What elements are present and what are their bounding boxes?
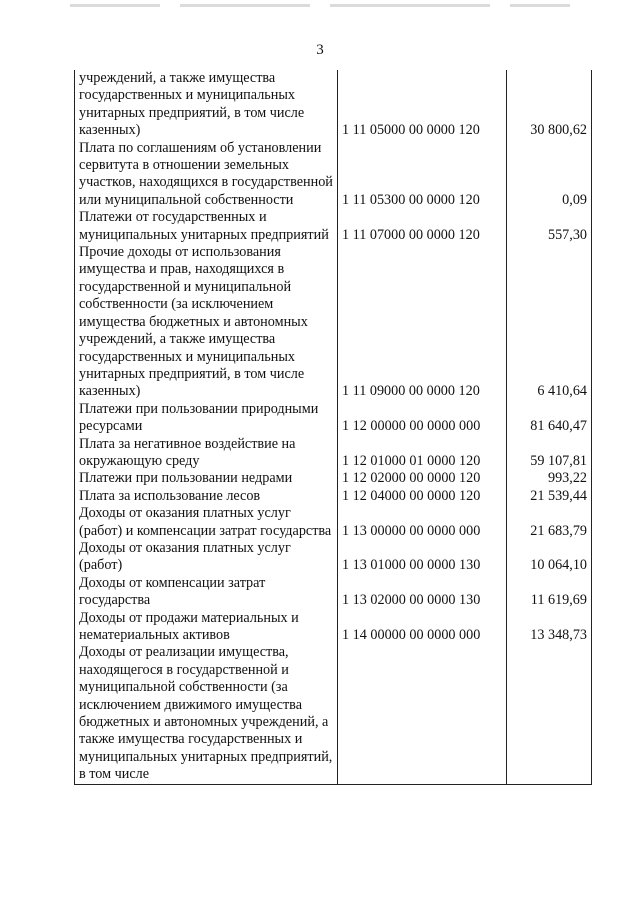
scan-artifact [180, 4, 310, 7]
table-row [75, 488, 592, 505]
row-name-cell: учреждений, а также имущества государственных и муниципальных унитарных предприятий, в том числе казенных) [75, 70, 338, 140]
row-sum-cell: 10 064,10 [507, 540, 592, 575]
scan-artifact [70, 4, 160, 7]
row-sum-cell: 81 640,47 [507, 401, 592, 436]
row-sum-cell: 6 410,64 [507, 244, 592, 401]
row-sum-cell: 21 683,79 [507, 505, 592, 540]
row-code-cell: 1 13 01000 00 0000 130 [338, 540, 507, 575]
row-code-cell: 1 13 00000 00 0000 000 [338, 505, 507, 540]
row-name-cell: Плата по соглашениям об установлении сервитута в отношении земельных участков, находящихся в государственной или муниципальной собственности [75, 140, 338, 210]
revenue-table-body [75, 70, 592, 784]
row-code-cell: 1 11 07000 00 0000 120 [338, 209, 507, 244]
table-row [75, 244, 592, 401]
row-sum-cell: 59 107,81 [507, 436, 592, 471]
row-code-cell [338, 644, 507, 784]
row-name-cell: Платежи при пользовании недрами [75, 470, 338, 487]
table-row [75, 540, 592, 575]
row-code-cell: 1 14 00000 00 0000 000 [338, 610, 507, 645]
row-sum-cell: 21 539,44 [507, 488, 592, 505]
row-code-cell: 1 12 01000 01 0000 120 [338, 436, 507, 471]
row-name-cell: Плата за использование лесов [75, 488, 338, 505]
row-sum-cell: 13 348,73 [507, 610, 592, 645]
row-code-cell: 1 12 04000 00 0000 120 [338, 488, 507, 505]
page-number: 3 [316, 42, 324, 58]
row-sum-cell: 557,30 [507, 209, 592, 244]
table-row [75, 470, 592, 487]
scan-artifact [510, 4, 570, 7]
revenue-table [74, 70, 592, 785]
table-row [75, 644, 592, 784]
row-name-cell: Платежи при пользовании природными ресурсами [75, 401, 338, 436]
row-code-cell: 1 13 02000 00 0000 130 [338, 575, 507, 610]
row-name-cell: Доходы от реализации имущества, находящегося в государственной и муниципальной собственности (за исключением движимого имущества бюджетных и автономных учреждений, а также имущества государственных и муниципальных унитарных предприятий, в том числе [75, 644, 338, 784]
row-code-cell: 1 11 09000 00 0000 120 [338, 244, 507, 401]
row-sum-cell: 11 619,69 [507, 575, 592, 610]
row-name-cell: Доходы от продажи материальных и нематериальных активов [75, 610, 338, 645]
row-name-cell: Плата за негативное воздействие на окружающую среду [75, 436, 338, 471]
scan-artifact [330, 4, 490, 7]
row-name-cell: Платежи от государственных и муниципальных унитарных предприятий [75, 209, 338, 244]
row-name-cell: Прочие доходы от использования имущества и прав, находящихся в государственной и муниципальной собственности (за исключением имущества бюджетных и автономных учреждений, а также имущества государственных и муниципальных унитарных предприятий, в том числе казенных) [75, 244, 338, 401]
table-row [75, 610, 592, 645]
row-sum-cell: 993,22 [507, 470, 592, 487]
row-code-cell: 1 12 02000 00 0000 120 [338, 470, 507, 487]
table-row [75, 505, 592, 540]
row-sum-cell: 30 800,62 [507, 70, 592, 140]
table-row [75, 70, 592, 140]
table-row [75, 436, 592, 471]
table-row [75, 140, 592, 210]
row-code-cell: 1 11 05000 00 0000 120 [338, 70, 507, 140]
row-sum-cell [507, 644, 592, 784]
table-row [75, 575, 592, 610]
row-name-cell: Доходы от оказания платных услуг (работ) [75, 540, 338, 575]
row-sum-cell: 0,09 [507, 140, 592, 210]
row-name-cell: Доходы от оказания платных услуг (работ) и компенсации затрат государства [75, 505, 338, 540]
row-code-cell: 1 12 00000 00 0000 000 [338, 401, 507, 436]
table-row [75, 209, 592, 244]
row-name-cell: Доходы от компенсации затрат государства [75, 575, 338, 610]
table-row [75, 401, 592, 436]
row-code-cell: 1 11 05300 00 0000 120 [338, 140, 507, 210]
